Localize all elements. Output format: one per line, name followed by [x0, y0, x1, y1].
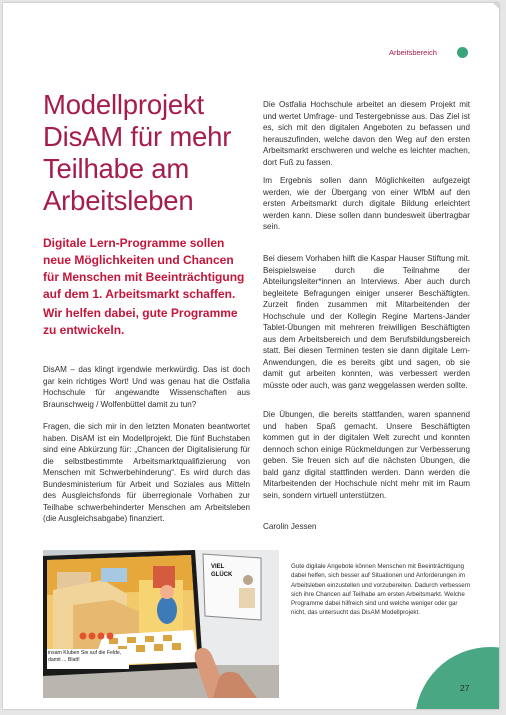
page-corner-fold — [493, 3, 499, 9]
screen-sign-text: VIEL GLÜCK — [211, 564, 233, 578]
tablet-photo — [43, 550, 279, 698]
page-number: 27 — [460, 683, 470, 693]
article-intro: Digitale Lern-Programme sollen neue Möglichkeiten und Chancen für Menschen mit Beeinträchtigung auf dem 1. Arbeitsmarkt schaffen. — [43, 236, 245, 301]
body-paragraph: Im Ergebnis sollen dann Möglichkeiten aufgezeigt werden, wie der Übergang von einer WfbM auf den ersten Arbeitsmarkt durch digitale Bildung erleichtert werden kann. Diese sollen dann bundesweit übertragbar sein. — [263, 176, 470, 231]
article-title: Modellprojekt DisAM für mehr Teilhabe am Arbeitsleben — [43, 89, 232, 216]
body-paragraph: Bei diesem Vorhaben hilft die Kaspar Hauser Stiftung mit. Beispielsweise durch die Teilnahme der Abteilungsleiter*innen an Interviews. Aber auch durch begleitete Befragungen einiger unserer Beschäftigten. Zurzeit finden zusammen mit Mitarbeitenden der Hochschule und der Kollegin Regine Martens-Jander Tablet-Übungen mit mehreren freiwilligen Beschäftigten aus dem Arbeitsbereich und dem Berufsbildungsbereich statt. Bei diesen Terminen testen sie dann digitale Lern-Anwendungen, die es bereits gibt und sagen, ob sie damit gut arbeiten konnten, was verbessert werden müsste oder auch, was ganz weggelassen werden sollte. — [263, 254, 470, 390]
body-paragraph: Die Ostfalia Hochschule arbeitet an diesem Projekt mit und wertet Umfrage- und Testergebnisse aus. Das Ziel ist es, sich mit den digitalen Angeboten zu befassen und herauszufinden, welche davon den Weg auf den ersten Arbeitsmarkt erschweren und welche es leichter machen, dort Fuß zu fassen. — [263, 100, 470, 167]
section-dot — [457, 47, 468, 58]
body-paragraph: Die Übungen, die bereits stattfanden, waren spannend und haben Spaß gemacht. Unsere Beschäftigten kommen gut in der digitalen Welt zurecht und konnten dennoch schon einige Rückmeldungen zur Verbesserung geben. Sie freuen sich auf die nächsten Übungen, die bald ganz digital stattfinden werden. Dann werden die Mitarbeitenden der Hochschule nicht mehr mit im Raum sein, sondern virtuell unterstützen. — [263, 410, 470, 500]
body-paragraph: Fragen, die sich mir in den letzten Monaten beantwortet haben. DisAM ist ein Modellprojekt. Die fünf Buchstaben sind eine Abkürzung für: „Chancen der Digitalisierung für die selbstbestimmte Arbeitsmarktqualifizierung von Menschen mit Schwerbehinderung“. Es wird durch das Bundesministerium für Arbeit und Soziales aus Mitteln des Ausgleichsfonds für überregionale Vorhaben zur Teilhabe schwerbehinderter Menschen am Arbeitsleben (die Ausgleichsabgabe) finanziert. — [43, 422, 250, 523]
tablet-screen-text: insam Kluben Sie auf die Felde, damit ... Blatt! — [48, 650, 122, 663]
article-intro-secondary: Wir helfen dabei, gute Programme zu entwickeln. — [43, 306, 238, 337]
magazine-page — [3, 3, 499, 709]
tablet-photo-illustration — [43, 550, 279, 698]
section-label: Arbeitsbereich — [389, 48, 437, 57]
corner-accent-shape — [415, 647, 499, 709]
body-paragraph: DisAM – das klingt irgendwie merkwürdig. Das ist doch gar kein richtiges Wort! Und was genau hat die Ostfalia Hochschule für angewandte Wissenschaften aus Braunschweig / Wolfenbüttel damit zu tun? — [43, 365, 250, 409]
author-name: Carolin Jessen — [263, 522, 317, 531]
photo-caption: Gute digitale Angebote können Menschen mit Beeinträchtigung dabei helfen, sich besser auf Situationen und Anforderungen im Arbeitsleben einzustellen und vorzubereiten. Dadurch verbessern sich ihre Chancen auf Teilhabe am ersten Arbeitsmarkt. Welche Programme dabei hilfreich sind und welche weniger oder gar nicht, das untersucht das DisAM Modellprojekt. — [291, 563, 471, 617]
